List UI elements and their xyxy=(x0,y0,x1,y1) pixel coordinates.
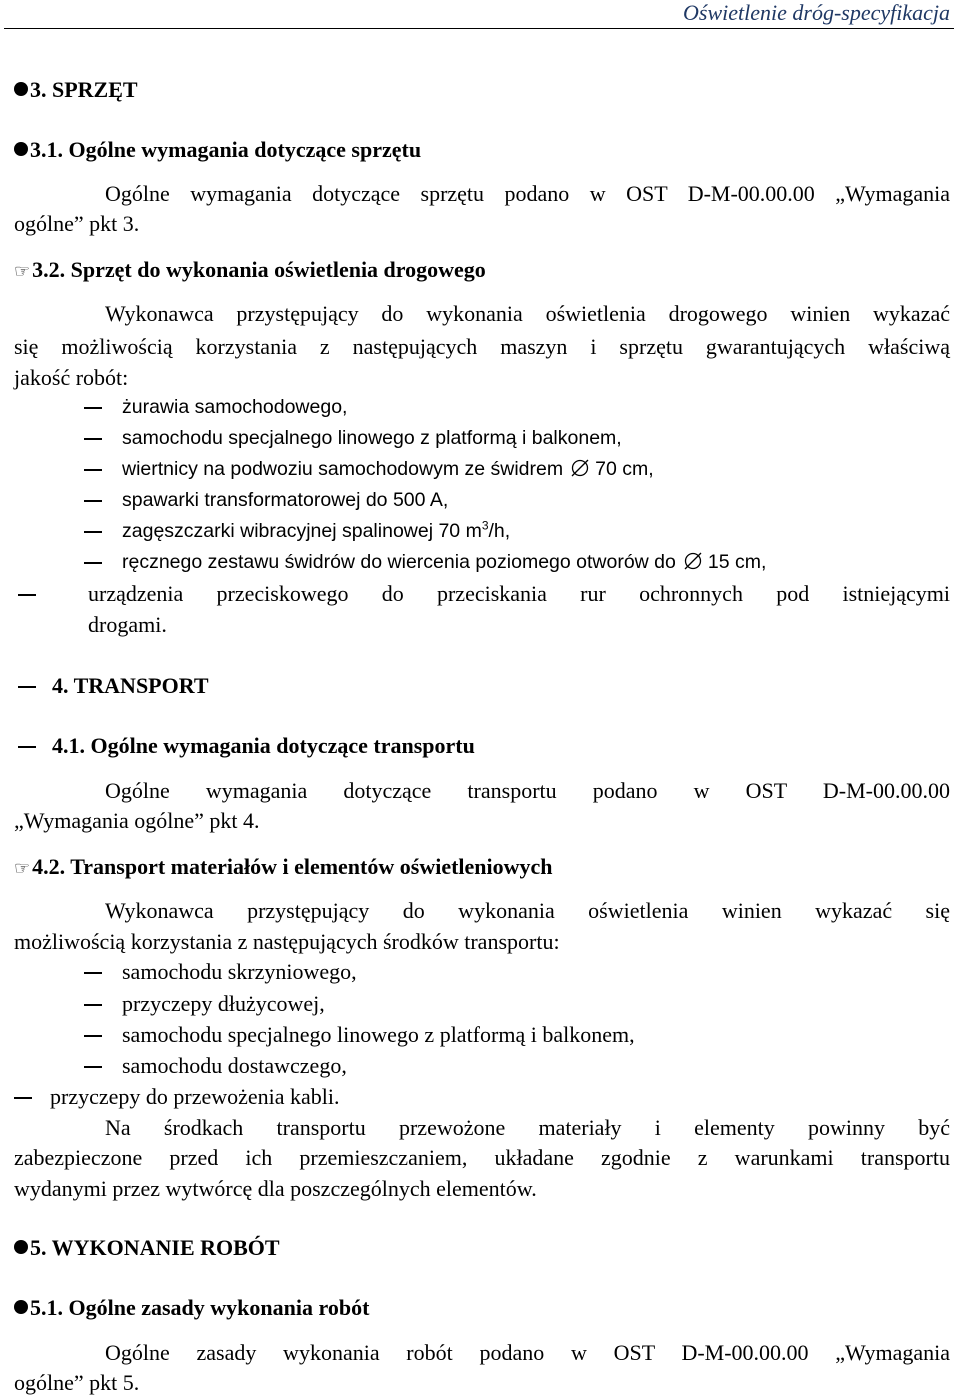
section-4-2-heading: ☞4.2. Transport materiałów i elementów oświetleniowych xyxy=(14,854,553,879)
equipment-item: ręcznego zestawu świdrów do wiercenia poziomego otworów do 15 cm, xyxy=(122,551,767,573)
bullet-icon xyxy=(14,1300,28,1314)
section-3-2-heading: ☞3.2. Sprzęt do wykonania oświetlenia drogowego xyxy=(14,257,486,282)
section-4-2-para-line1: Na środkach transportu przewożone materiały i elementy powinny być xyxy=(105,1115,950,1140)
section-4-2-text-line2: możliwością korzystania z następujących środków transportu: xyxy=(14,929,560,954)
section-4-1-heading: 4.1. Ogólne wymagania dotyczące transportu xyxy=(52,733,475,758)
transport-item: samochodu skrzyniowego, xyxy=(122,959,357,984)
transport-item: samochodu specjalnego linowego z platformą i balkonem, xyxy=(122,1022,635,1047)
dash-icon xyxy=(84,972,102,974)
section-5-1-text-line2: ogólne” pkt 5. xyxy=(14,1370,140,1395)
section-3-2-text-line1: Wykonawca przystępujący do wykonania oświetlenia drogowego winien wykazać xyxy=(105,301,950,326)
section-4-1-text-line1: Ogólne wymagania dotyczące transportu podano w OST D-M-00.00.00 xyxy=(105,778,950,803)
dash-icon xyxy=(18,594,36,596)
section-3-1-text-line2: ogólne” pkt 3. xyxy=(14,211,140,236)
section-5-1-text-line1: Ogólne zasady wykonania robót podano w OST D-M-00.00.00 „Wymagania xyxy=(105,1340,950,1365)
section-4-2-para-line3: wydanymi przez wytwórcę dla poszczególnych elementów. xyxy=(14,1176,537,1201)
equipment-item-last-line1: urządzenia przeciskowego do przeciskania rur ochronnych pod istniejącymi xyxy=(88,581,950,606)
header-title: Oświetlenie dróg-specyfikacja xyxy=(683,0,950,25)
equipment-item: żurawia samochodowego, xyxy=(122,396,348,418)
equipment-item: spawarki transformatorowej do 500 A, xyxy=(122,489,449,511)
bullet-icon xyxy=(14,142,28,156)
transport-item-last: przyczepy do przewożenia kabli. xyxy=(50,1084,340,1109)
section-5-heading: 5. WYKONANIE ROBÓT xyxy=(14,1234,280,1262)
section-3-2-text-line3: jakość robót: xyxy=(14,365,129,390)
section-5-1-heading: 5.1. Ogólne zasady wykonania robót xyxy=(14,1294,369,1322)
equipment-item-last-line2: drogami. xyxy=(88,612,167,637)
dash-icon xyxy=(14,1097,32,1099)
dash-icon xyxy=(18,746,36,748)
dash-icon xyxy=(84,1035,102,1037)
section-3-1-heading: 3.1. Ogólne wymagania dotyczące sprzętu xyxy=(14,136,421,164)
pointing-hand-icon: ☞ xyxy=(14,261,31,282)
bullet-icon xyxy=(14,1240,28,1254)
dash-icon xyxy=(84,438,102,440)
dash-icon xyxy=(84,407,102,409)
section-3-2-text-line2: się możliwością korzystania z następujących maszyn i sprzętu gwarantujących właściwą xyxy=(14,334,950,359)
dash-icon xyxy=(84,531,102,533)
section-4-2-para-line2: zabezpieczone przed ich przemieszczaniem, układane zgodnie z warunkami transportu xyxy=(14,1145,950,1170)
diameter-icon xyxy=(684,550,702,568)
equipment-item: samochodu specjalnego linowego z platformą i balkonem, xyxy=(122,427,622,449)
transport-item: przyczepy dłużycowej, xyxy=(122,991,325,1016)
pointing-hand-icon: ☞ xyxy=(14,858,31,879)
section-3-1-text-line1: Ogólne wymagania dotyczące sprzętu podano w OST D-M-00.00.00 „Wymagania xyxy=(105,181,950,206)
dash-icon xyxy=(84,562,102,564)
diameter-icon xyxy=(571,457,589,475)
dash-icon xyxy=(18,686,36,688)
dash-icon xyxy=(84,469,102,471)
equipment-item: zagęszczarki wibracyjnej spalinowej 70 $m^3/h$, xyxy=(122,518,511,542)
bullet-icon xyxy=(14,82,28,96)
transport-item: samochodu dostawczego, xyxy=(122,1053,347,1078)
section-4-heading: 4. TRANSPORT xyxy=(52,673,209,698)
page-header xyxy=(4,0,954,29)
dash-icon xyxy=(84,1066,102,1068)
section-4-2-text-line1: Wykonawca przystępujący do wykonania oświetlenia winien wykazać się xyxy=(105,898,950,923)
dash-icon xyxy=(84,500,102,502)
section-3-heading: 3. SPRZĘT xyxy=(14,76,138,104)
dash-icon xyxy=(84,1004,102,1006)
equipment-item: wiertnicy na podwoziu samochodowym ze świdrem 70 cm, xyxy=(122,458,654,480)
section-4-1-text-line2: „Wymagania ogólne” pkt 4. xyxy=(14,808,260,833)
